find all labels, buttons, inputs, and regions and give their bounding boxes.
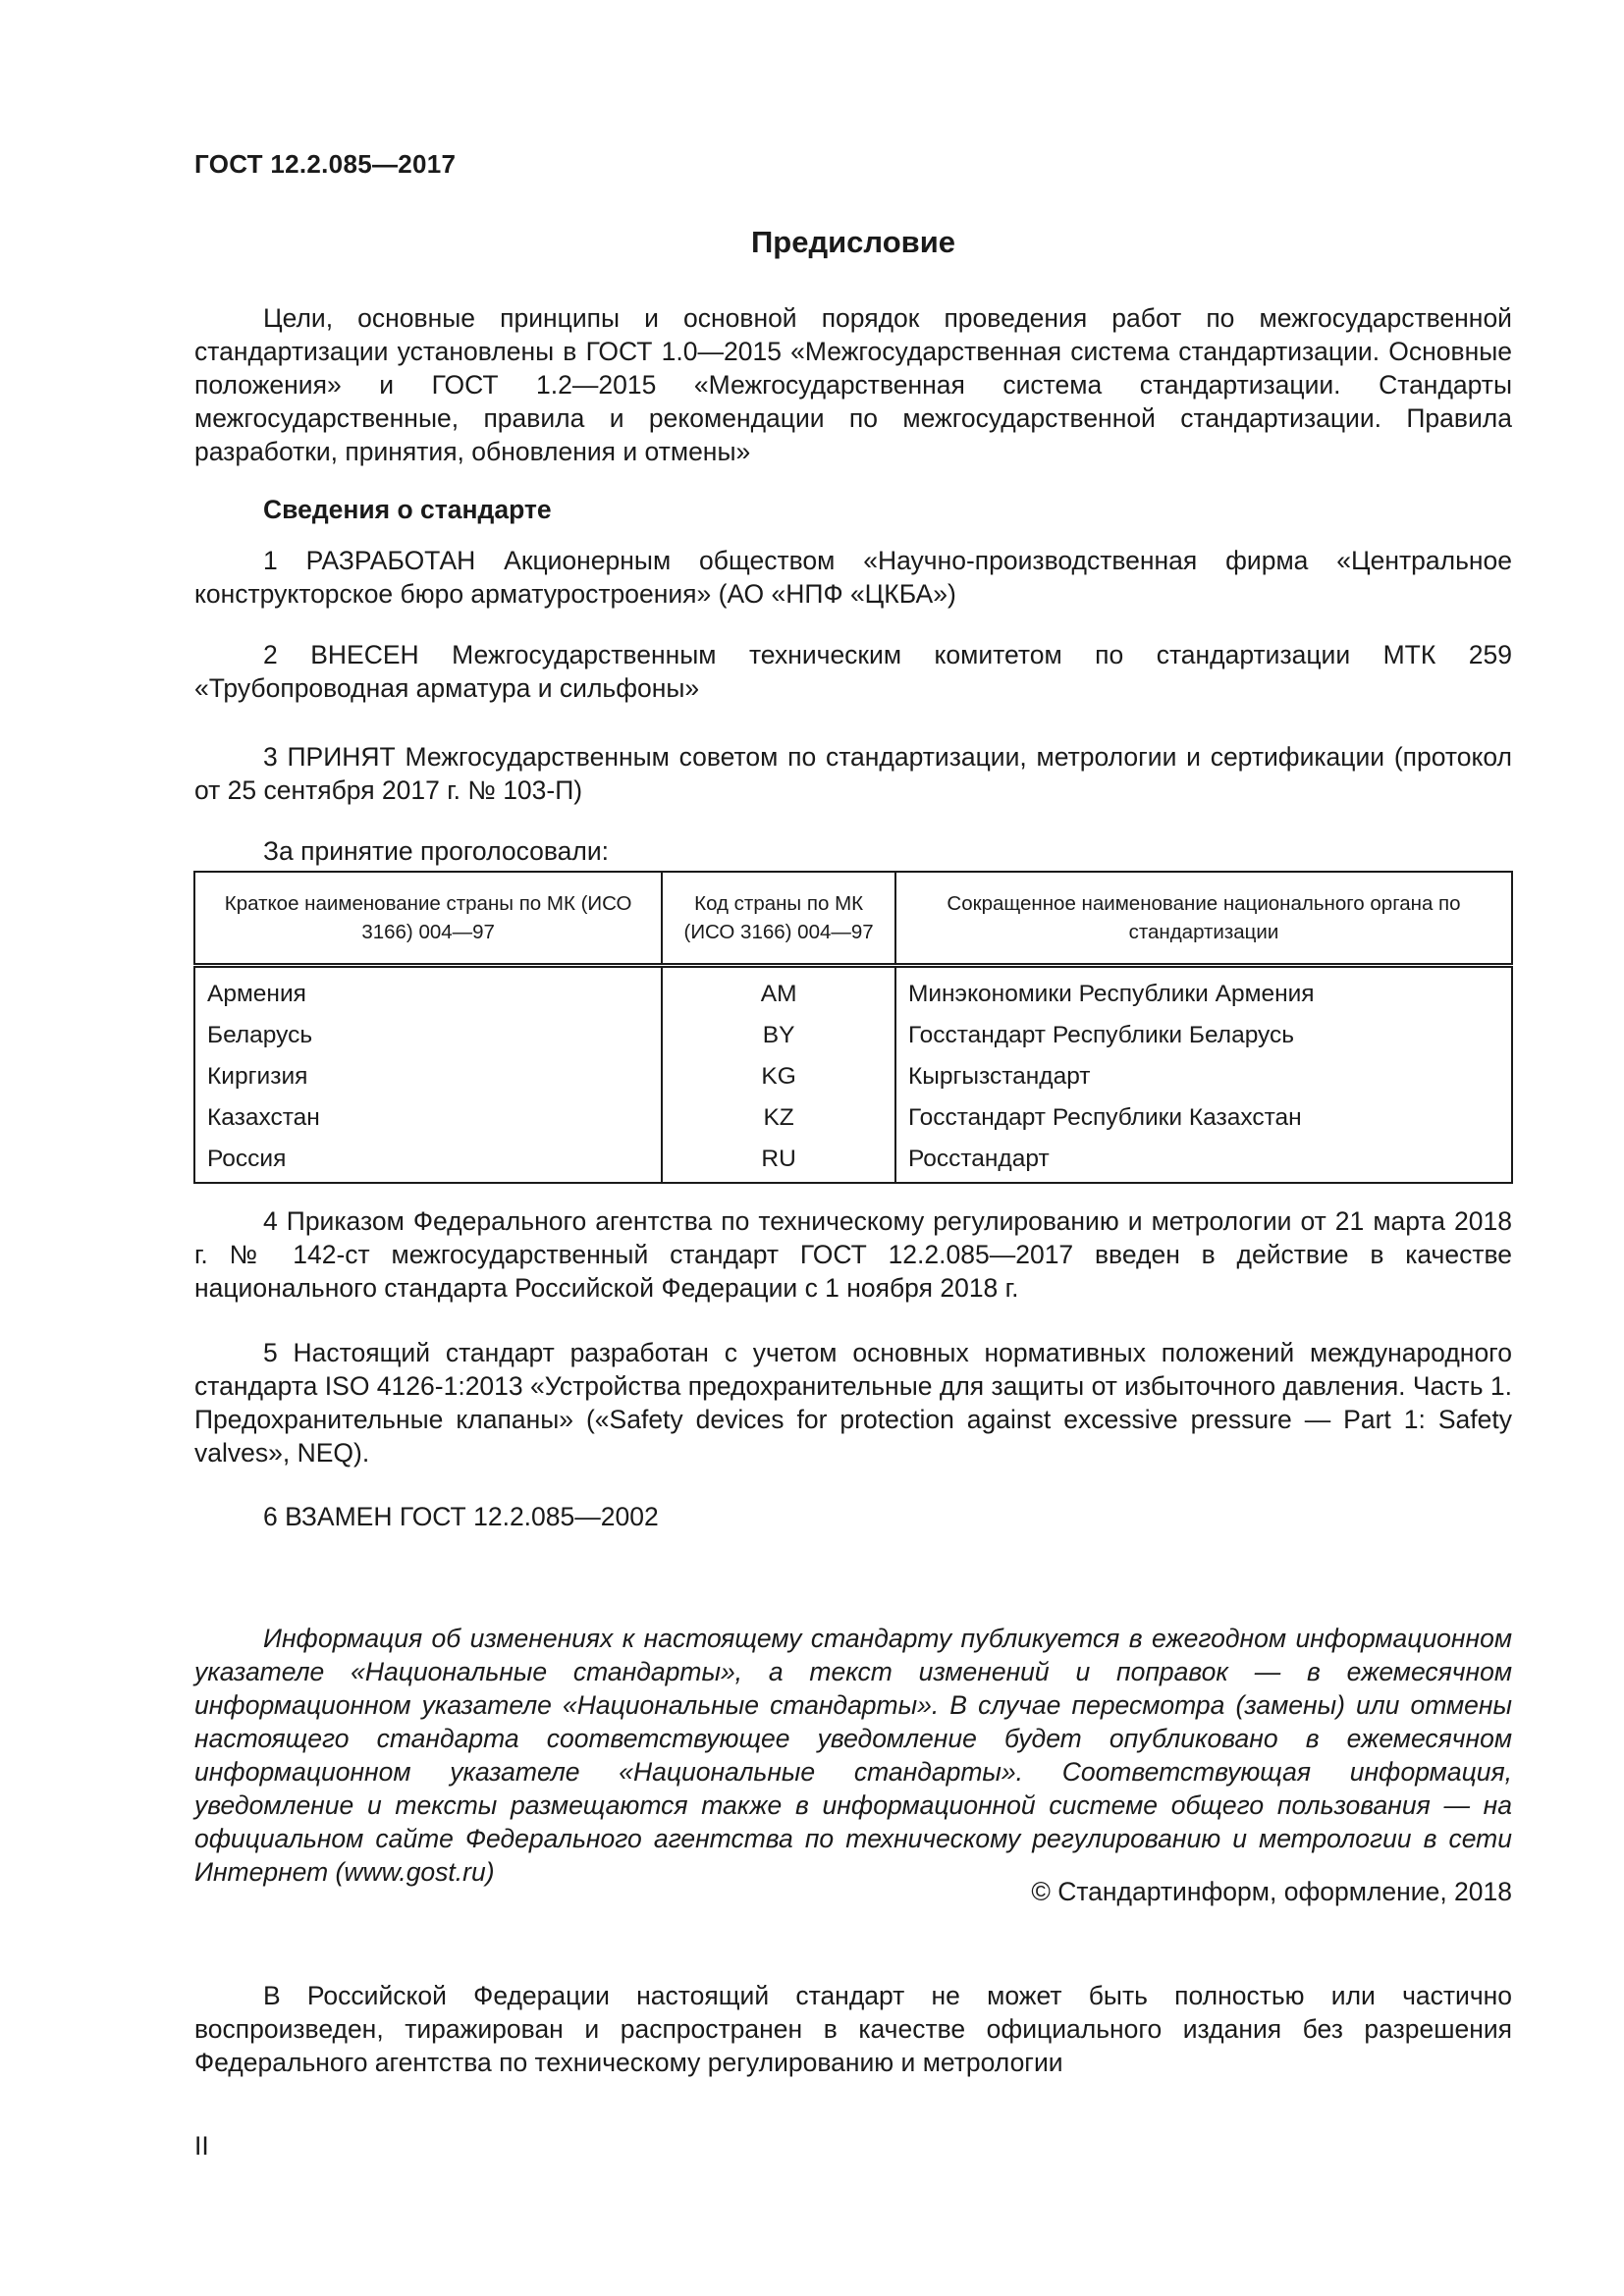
section-title: Сведения о стандарте — [263, 495, 552, 524]
table-row — [194, 1097, 1512, 1139]
intro-paragraph: Цели, основные принципы и основной порядок проведения работ по межгосударственной стандартизации установлены в ГОСТ 1.0—2015 «Межгосударственная система стандартизации. Основные положения» и ГОСТ 1.2—2015 «Межгосударственная система стандартизации. Стандарты межгосударственные, правила и рекомендации по межгосударственной стандартизации. Правила разработки, принятия, обновления и отмены» — [194, 303, 1512, 466]
rights-notice: В Российской Федерации настоящий стандарт не может быть полностью или частично воспроизведен, тиражирован и распространен в качестве официального издания без разрешения Федерального агентства по техническому регулированию и метрологии — [194, 1981, 1512, 2077]
cell-national-body: Росстандарт — [895, 1139, 1512, 1183]
cell-country: Армения — [194, 966, 662, 1016]
info-notice: Информация об изменениях к настоящему стандарту публикуется в ежегодном информационном указателе «Национальные стандарты», а текст изменений и поправок — в ежемесячном информационном указателе «Национальные стандарты». В случае пересмотра (замены) или отмены настоящего стандарта соответствующее уведомление будет опубликовано в ежемесячном информационном указателе «Национальные стандарты». Соответствующая информация, уведомление и тексты размещаются также в информационной системе общего пользования — на официальном сайте Федерального агентства по техническому регулированию и метрологии в сети Интернет (www.gost.ru) — [194, 1624, 1512, 1887]
page-number: II — [194, 2131, 209, 2161]
table-header-row — [194, 872, 1512, 966]
header-national-body: Сокращенное наименование национального органа по стандартизации — [895, 872, 1512, 966]
cell-code: BY — [662, 1015, 895, 1056]
cell-code: KG — [662, 1056, 895, 1097]
copyright-line: © Стандартинформ, оформление, 2018 — [1031, 1877, 1512, 1906]
cell-country: Россия — [194, 1139, 662, 1183]
table-row — [194, 966, 1512, 1016]
cell-national-body: Минэкономики Республики Армения — [895, 966, 1512, 1016]
table-row — [194, 1139, 1512, 1183]
cell-code: AM — [662, 966, 895, 1016]
header-code: Код страны по МК (ИСО 3166) 004—97 — [662, 872, 895, 966]
item-1-paragraph: 1 РАЗРАБОТАН Акционерным обществом «Научно-производственная фирма «Центральное конструкторское бюро арматуростроения» (АО «НПФ «ЦКБА») — [194, 546, 1512, 609]
header-country: Краткое наименование страны по МК (ИСО 3166) 004—97 — [194, 872, 662, 966]
item-6-paragraph: 6 ВЗАМЕН ГОСТ 12.2.085—2002 — [263, 1502, 659, 1531]
table-row — [194, 1015, 1512, 1056]
cell-country: Казахстан — [194, 1097, 662, 1139]
cell-national-body: Госстандарт Республики Казахстан — [895, 1097, 1512, 1139]
table-row — [194, 1056, 1512, 1097]
vote-label: За принятие проголосовали: — [263, 836, 610, 866]
page-title: Предисловие — [750, 225, 955, 259]
item-5-paragraph: 5 Настоящий стандарт разработан с учетом основных нормативных положений международного стандарта ISO 4126-1:2013 «Устройства предохранительные для защиты от избыточного давления. Часть 1. Предохранительные клапаны» («Safety devices for protection against excessive pressure — Part 1: Safety valves», NEQ). — [194, 1338, 1512, 1468]
cell-national-body: Кыргызстандарт — [895, 1056, 1512, 1097]
item-4-paragraph: 4 Приказом Федерального агентства по техническому регулированию и метрологии от 21 марта 2018 г. № 142-ст межгосударственный стандарт ГОСТ 12.2.085—2017 введен в действие в качестве национального стандарта Российской Федерации с 1 ноября 2018 г. — [194, 1206, 1512, 1303]
item-3-paragraph: 3 ПРИНЯТ Межгосударственным советом по стандартизации, метрологии и сертификации (протокол от 25 сентября 2017 г. № 103-П) — [194, 742, 1512, 805]
document-id-header: ГОСТ 12.2.085—2017 — [194, 149, 457, 179]
cell-code: KZ — [662, 1097, 895, 1139]
cell-code: RU — [662, 1139, 895, 1183]
item-2-paragraph: 2 ВНЕСЕН Межгосударственным техническим комитетом по стандартизации МТК 259 «Трубопроводная арматура и сильфоны» — [194, 640, 1512, 703]
cell-national-body: Госстандарт Республики Беларусь — [895, 1015, 1512, 1056]
cell-country: Беларусь — [194, 1015, 662, 1056]
voting-table — [193, 871, 1513, 1184]
cell-country: Киргизия — [194, 1056, 662, 1097]
